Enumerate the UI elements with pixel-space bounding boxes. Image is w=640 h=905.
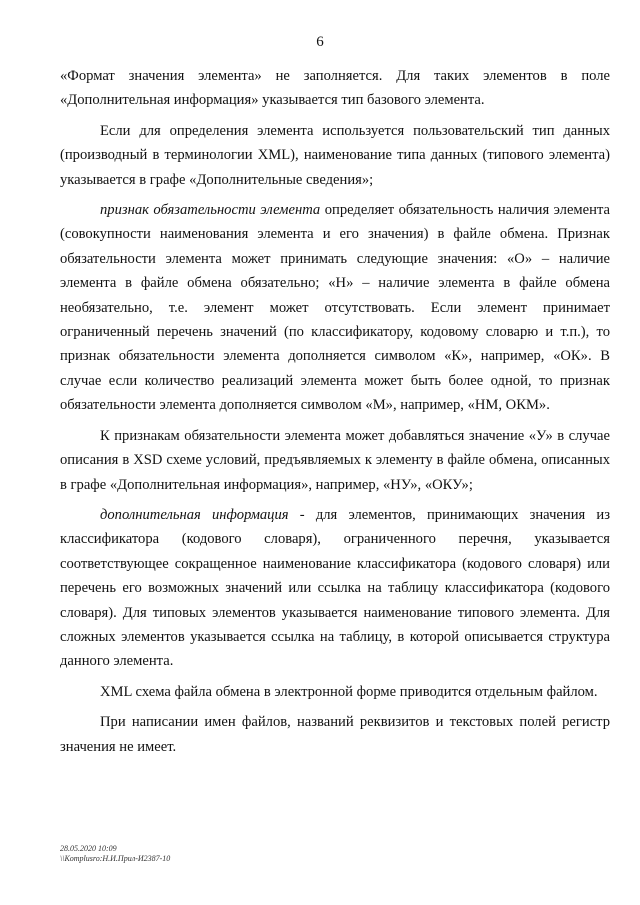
- footer-timestamp: 28.05.2020 10:09: [60, 844, 117, 853]
- paragraph-text: определяет обязательность наличия элемента (совокупности наименования элемента и его значения) в файле обмена. Признак обязательности элемента может принимать следующие значения: «О» – наличие элемента в файле обмена обязательно; «Н» – наличие элемента в файле обмена необязательно, т.е. элемент может отсутствовать. Если элемент принимает ограниченный перечень значений (по классификатору, кодовому словарю и т.п.), то признак обязательности элемента дополняется символом «К», например, «ОК». В случае если количество реализаций элемента может быть более одной, то признак обязательности элемента дополняется символом «М», например, «НМ, ОКМ».: [60, 202, 610, 414]
- paragraph-base-type: [60, 64, 610, 113]
- paragraph-text: При написании имен файлов, названий реквизитов и текстовых полей регистр значения не имеет.: [60, 714, 610, 755]
- footer-file-path: \\Komplusro:Н.И.Прил-И2387-10: [60, 854, 171, 863]
- paragraph-text: - для элементов, принимающих значения из классификатора (кодового словаря), ограниченного перечня, указывается соответствующее сокращенное наименование классификатора (кодового словаря) или перечень его возможных значений или ссылка на таблицу классификатора (кодового словаря). Для типовых элементов указывается наименование типового элемента. Для сложных элементов указывается ссылка на таблицу, в которой описывается структура данного элемента.: [60, 506, 610, 670]
- paragraph-additional-info: [60, 503, 610, 674]
- paragraph-text: «Формат значения элемента» не заполняется. Для таких элементов в поле «Дополнительная информация» указывается тип базового элемента.: [60, 68, 610, 109]
- paragraph-custom-type: [60, 119, 610, 192]
- term-additional-info: дополнительная информация: [100, 506, 289, 523]
- term-required-flag: признак обязательности элемента: [100, 202, 321, 219]
- page-number: 6: [316, 34, 324, 50]
- paragraph-case-insensitive: [60, 710, 610, 759]
- paragraph-text: XML схема файла обмена в электронной форме приводится отдельным файлом.: [100, 683, 598, 700]
- paragraph-xml-schema: [60, 680, 610, 704]
- document-body: [60, 64, 610, 765]
- paragraph-text: Если для определения элемента используется пользовательский тип данных (производный в терминологии XML), наименование типа данных (типового элемента) указывается в графе «Дополнительные сведения»;: [60, 122, 610, 188]
- paragraph-required-flag: [60, 198, 610, 418]
- paragraph-u-flag: [60, 424, 610, 497]
- paragraph-text: К признакам обязательности элемента может добавляться значение «У» в случае описания в XSD схеме условий, предъявляемых к элементу в файле обмена, описанных в графе «Дополнительная информация», например, «НУ», «ОКУ»;: [60, 427, 610, 493]
- page-footer: [60, 844, 170, 864]
